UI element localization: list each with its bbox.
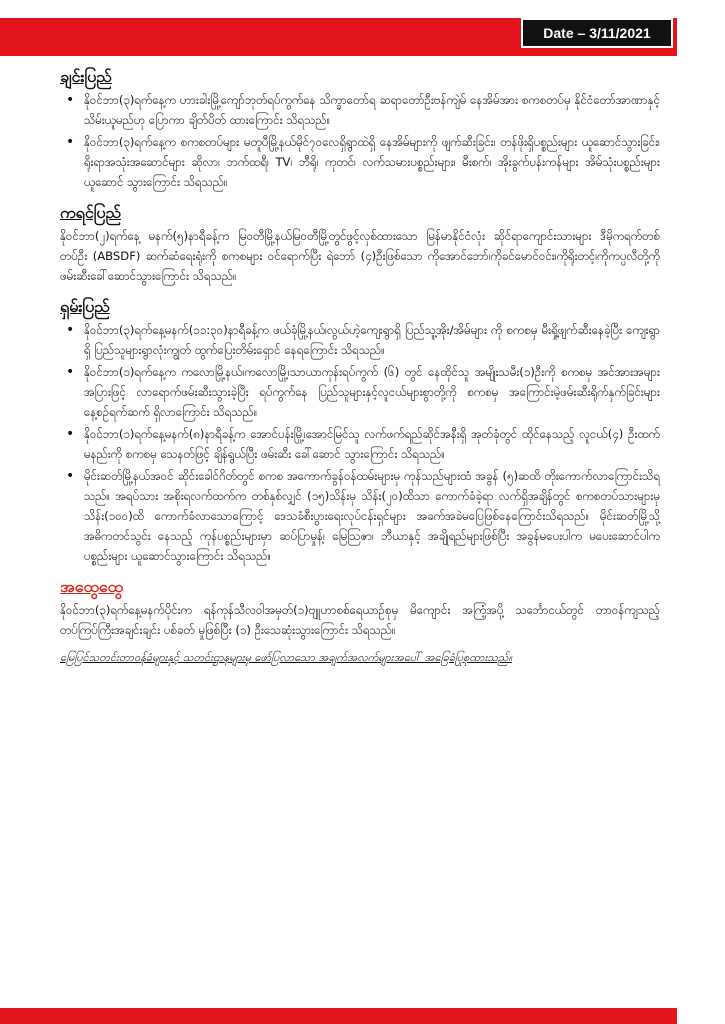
list-item: • မိုင်းဆတ်မြို့နယ်အဝင် ဆိုင်းခေါင်ဂိတ်တွင် စကစ အကောက်ခွန်ဝန်ထမ်းများမှ ကုန်သည်များထံ အခွန် (၅)ဆထိ တိုးကောက်လာကြောင်းသိရသည်။ အရပ်သား အစိုးရလက်ထက်က တစ်နှစ်လျှင် (၁၅)သိန်းမှ သိန်း(၂၀)ထိသာ ကောက်ခံခဲ့ရာ လက်ရှိအချိန်တွင် စကစတပ်သားများမှ သိန်း(၁၀၀)ထိ ကောက်ခံလာသောကြောင့် ဒေသခံစီးပွားရေးလုပ်ငန်းရှင်များ အခက်အခဲမပြေဖြစ်နေကြောင်းသိရသည်။ မိုင်းဆတ်မြို့သို့ အဓိကတင်သွင်း နေသည့် ကုန်ပစ္စည်းများမှာ ဆပ်ပြာမှုန့်၊ မြေသြဇာ၊ ဘီယာနှင့် အချိုရည်များဖြစ်ပြီး အခွန်မပေးပါက မပေးဆောင်ပါက ပစ္စည်းများ ယူဆောင်သွားကြောင်း သိရသည်။ [84,466,660,566]
section-heading-karen: ကရင်ပြည် [60,203,121,222]
report-body [60,66,660,666]
bullet-list-shan [60,320,660,566]
source-footnote: မြေပြင်သတင်းတာဝန်ခံများနှင့် သတင်းဌာနများမှ ဖော်ပြလာသော အချက်အလက်များအပေါ် အခြေခံပြုစုထားသည်။ [60,651,512,664]
section-shan [60,296,660,566]
list-item: • နိုဝင်ဘာ(၃)ရက်နေ့မနက်(၁၁:၃၀)နာရီခန့်က ဖယ်ခုံမြို့နယ်၊လွယ်ဟဲ့ကျေးရွာရှိ ပြည်သူ့အိုး/အိမ်များ ကို စကစမှ မီးရှို့ဖျက်ဆီးနေခဲ့ပြီး ကျေးရွာရှိ ပြည်သူများရွာလုံးကျွတ် ထွက်ပြေးတိမ်းရှောင် နေရကြောင်း သိရသည်။ [84,320,660,360]
footer-red-bar [0,1008,677,1024]
bullet-list-chin [60,90,660,192]
right-margin [677,0,725,1024]
section-chin [60,66,660,192]
paragraph-general: နိုဝင်ဘာ(၃)ရက်နေ့မနက်ပိုင်းက ရန်ကုန်သီလဝါအမှတ်(၁)ဗျူဟာစစ်ရေယာဉ်စုမှ မိကျောင်း အကြံ့အပို့ သင်္ဘောငယ်တွင် တာဝန်ကျသည့် တပ်ကြပ်ကြီးအချင်းချင်း ပစ်ခတ် မှုဖြစ်ပြီး (၁) ဦးသေဆုံးသွားကြောင်း သိရသည်။ [60,603,660,637]
list-item: • နိုဝင်ဘာ(၁)ရက်နေ့က ကလောမြို့နယ်၊ကလောမြို့၊သာယာကုန်းရပ်ကွက် (၆) တွင် နေထိုင်သူ အမျိုးသမီး(၁)ဦးကို စကစမှ အင်အားအများအပြားဖြင့် လာရောက်ဖမ်းဆီးသွားခဲ့ပြီး ရပ်ကွက်နေ ပြည်သူများနှင့်လူငယ်များစွာတို့ကို စကစမှ အကြောင်းမဲ့ဖမ်းဆီးရိုက်နှက်ခြင်းများ နေ့စဉ်ရက်ဆက် ရှိလာကြောင်း သိရသည်။ [84,362,660,422]
section-karen [60,202,660,286]
section-heading-shan: ရှမ်းပြည် [60,297,110,316]
paragraph-karen: နိုဝင်ဘာ(၂)ရက်နေ့ မနက်(၅)နာရီခန့်က မြဝတီမြို့နယ်မြဝတီမြို့တွင်ဖွင့်လှစ်ထားသော မြန်မာနိုင်ငံလုံး ဆိုင်ရာကျောင်းသားများ ဒီမိုကရက်တစ်တပ်ဦး (ABSDF) ဆက်ဆံရေးရုံးကို စကစများ ဝင်ရောက်ပြီး ရဲဘော် (၄)ဦးဖြစ်သော ကိုအောင်ဘော်၊ကိုခင်မောင်ဝင်း၊ကိုရိုးတင့်၊ကိုကပ္ပလီတို့ကို ဖမ်းဆီးခေါ်ဆောင်သွားကြောင်း သိရသည်။ [60,229,660,283]
list-item: • နိုဝင်ဘာ(၁)ရက်နေ့မနက်(၈)နာရီခန့်က အောင်ပန်းမြို့၊အောင်မြင်သူ လက်ဖက်ရည်ဆိုင်အနီးရှိ အုတ်ခုံတွင် ထိုင်နေသည့် လူငယ်(၄) ဦးထက်မနည်းကို စကစမှ သေနတ်ဖြင့် ချိန်ရွယ်ပြီး ဖမ်းဆီး ခေါ်ဆောင် သွားကြောင်း သိရသည်။ [84,424,660,464]
date-badge: Date – 3/11/2021 [521,18,673,48]
section-general [60,576,660,640]
section-heading-chin: ချင်းပြည် [60,67,112,86]
list-item: • နိုဝင်ဘာ(၃)ရက်နေ့က ဟားခါးမြို့ကျော်ဘုတ်ရပ်ကွက်နေ သိက္ခာတော်ရ ဆရာတော်ဦးဗန်ကျဲမ် နေအိမ်အား စကစတပ်မှ နိုင်ငံတော်အာဏာနှင့်သိမ်းယူမည်ဟု ပြောကာ ချိတ်ပိတ် ထားကြောင်း သိရသည်။ [84,90,660,130]
section-heading-general: အထွေထွေ [60,577,123,596]
list-item: • နိုဝင်ဘာ(၃)ရက်နေ့က စကစတပ်များ မတူပီမြို့နယ်မိုင်၇၀လေရှိရွာထဲရှိ နေအိမ်များကို ဖျက်ဆီးခြင်း၊ တန်ဖိုးရှိပစ္စည်းများ ယူဆောင်သွားခြင်း၊ ရိုးရာအသုံးအဆောင်များ ဆိုလာ၊ ဘက်ထရီ၊ TV၊ ဘီရို၊ ကုတင်၊ လက်သမားပစ္စည်းများ၊ မီးစက်၊ အိုးခွက်ပန်းကန်များ အိမ်သုံးပစ္စည်းများ ယူဆောင် သွားကြောင်း သိရသည်။ [84,132,660,192]
